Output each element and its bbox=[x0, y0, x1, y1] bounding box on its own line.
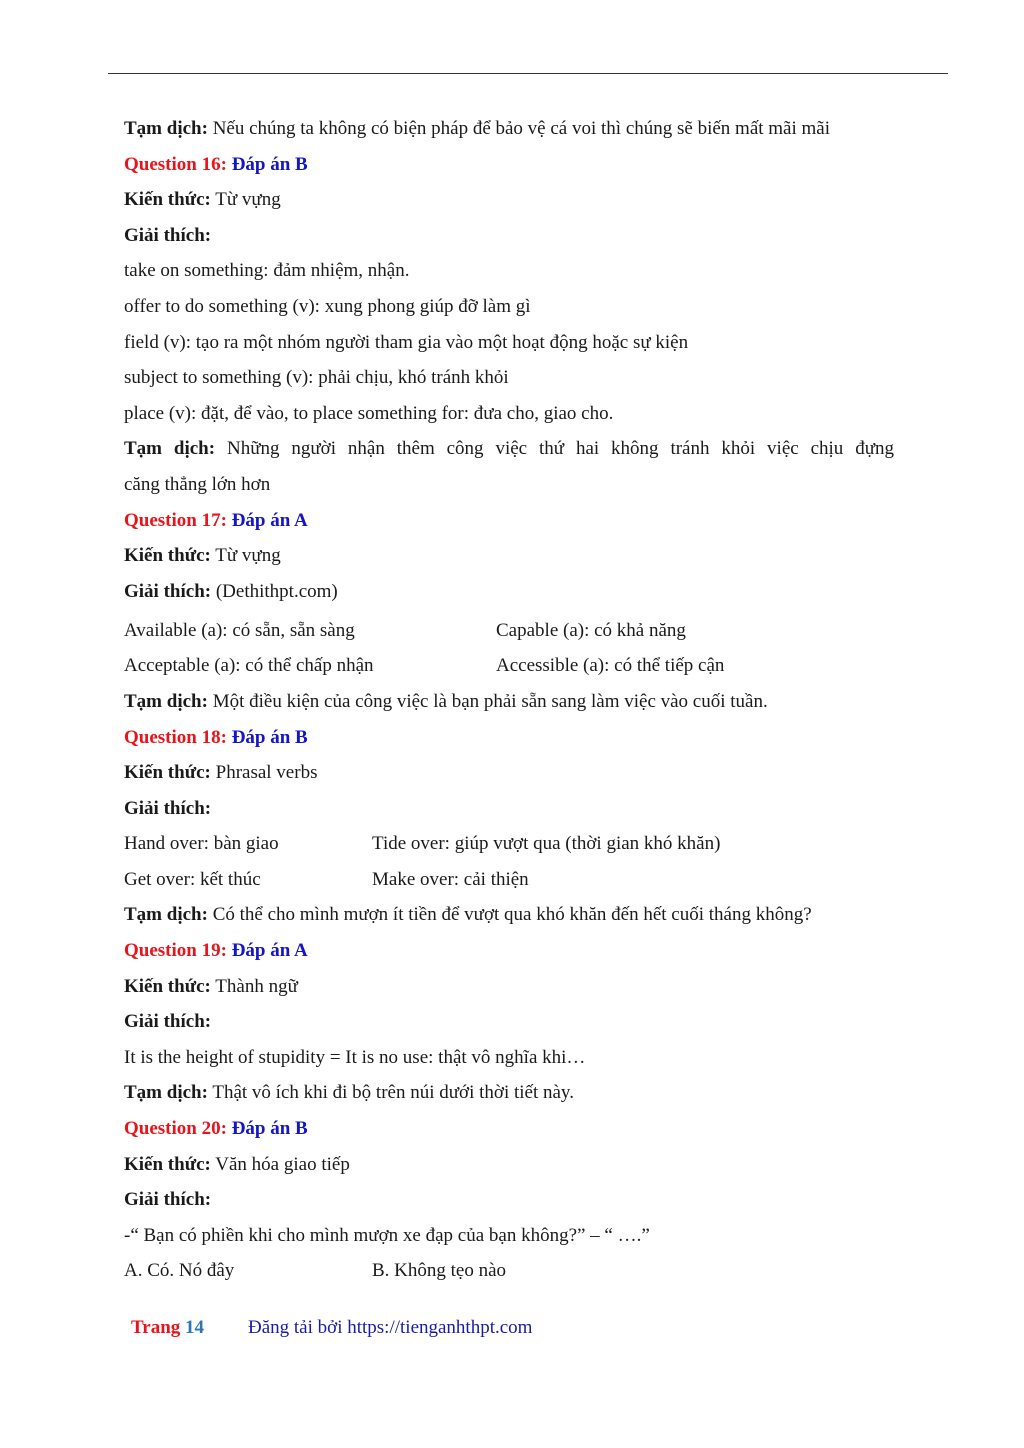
line-text: Một điều kiện của công việc là bạn phải sẵn sang làm việc vào cuối tuần. bbox=[207, 690, 768, 712]
text-line: take on something: đảm nhiệm, nhận. bbox=[124, 260, 410, 282]
labeled-line bbox=[124, 903, 894, 927]
question-heading bbox=[124, 726, 894, 750]
question-heading bbox=[124, 939, 894, 963]
column-left: Available (a): có sẵn, sẵn sàng bbox=[124, 619, 355, 641]
labeled-line bbox=[124, 224, 894, 248]
line-text: Nếu chúng ta không có biện pháp để bảo vệ cá voi thì chúng sẽ biến mất mãi mãi bbox=[207, 118, 831, 139]
answer-key: Đáp án B bbox=[226, 1118, 308, 1140]
text-line: subject to something (v): phải chịu, khó tránh khỏi bbox=[124, 367, 509, 389]
labeled-line bbox=[124, 975, 894, 999]
line-label: Tạm dịch: bbox=[124, 690, 208, 712]
labeled-line bbox=[124, 437, 894, 461]
column-right: Accessible (a): có thể tiếp cận bbox=[496, 655, 725, 677]
line-label: Kiến thức: bbox=[124, 762, 211, 784]
line-label: Tạm dịch: bbox=[124, 1082, 208, 1104]
page-number: 14 bbox=[185, 1317, 205, 1338]
line-text: Từ vựng bbox=[210, 545, 281, 567]
line-label: Tạm dịch: bbox=[124, 904, 208, 926]
line-label: Kiến thức: bbox=[124, 1153, 211, 1175]
column-left: Get over: kết thúc bbox=[124, 868, 261, 890]
line-text: Thành ngữ bbox=[210, 975, 298, 997]
answer-key: Đáp án B bbox=[226, 726, 308, 748]
line-text: Những người nhận thêm công việc thứ hai không tránh khỏi việc chịu đựng bbox=[215, 438, 894, 460]
column-right: Make over: cải thiện bbox=[372, 868, 529, 890]
line-text: (Dethithpt.com) bbox=[211, 580, 338, 602]
labeled-line bbox=[124, 117, 894, 141]
labeled-line bbox=[124, 544, 894, 568]
page-footer bbox=[131, 1316, 533, 1340]
line-label: Giải thích: bbox=[124, 797, 212, 819]
text-line: offer to do something (v): xung phong giúp đỡ làm gì bbox=[124, 295, 531, 317]
line-text: Thật vô ích khi đi bộ trên núi dưới thời tiết này. bbox=[207, 1082, 574, 1104]
text-line: place (v): đặt, để vào, to place something for: đưa cho, giao cho. bbox=[124, 402, 614, 424]
column-left: Acceptable (a): có thể chấp nhận bbox=[124, 655, 374, 677]
two-column-line bbox=[124, 619, 894, 643]
labeled-line bbox=[124, 690, 894, 714]
column-left: A. Có. Nó đây bbox=[124, 1260, 235, 1282]
header-rule bbox=[108, 73, 948, 74]
question-heading bbox=[124, 1117, 894, 1141]
two-column-line bbox=[124, 654, 894, 678]
labeled-line bbox=[124, 797, 894, 821]
line-text: Văn hóa giao tiếp bbox=[210, 1153, 350, 1175]
column-right: Tide over: giúp vượt qua (thời gian khó khăn) bbox=[372, 833, 721, 855]
question-number: Question 20: bbox=[124, 1118, 227, 1140]
line-text: Có thể cho mình mượn ít tiền để vượt qua khó khăn đến hết cuối tháng không? bbox=[207, 904, 812, 926]
line-label: Tạm dịch: bbox=[124, 438, 216, 460]
answer-key: Đáp án B bbox=[226, 153, 308, 175]
labeled-line bbox=[124, 1188, 894, 1212]
text-line: -“ Bạn có phiền khi cho mình mượn xe đạp của bạn không?” – “ ….” bbox=[124, 1224, 650, 1246]
question-number: Question 18: bbox=[124, 726, 227, 748]
source-credit: Đăng tải bởi https://tienganhthpt.com bbox=[248, 1317, 533, 1338]
labeled-line bbox=[124, 1153, 894, 1177]
line-text: Từ vựng bbox=[210, 189, 281, 211]
text-line: field (v): tạo ra một nhóm người tham gia vào một hoạt động hoặc sự kiện bbox=[124, 331, 689, 353]
question-heading bbox=[124, 509, 894, 533]
column-right: B. Không tẹo nào bbox=[372, 1260, 507, 1282]
labeled-line bbox=[124, 188, 894, 212]
column-left: Hand over: bàn giao bbox=[124, 833, 279, 855]
line-label: Tạm dịch: bbox=[124, 118, 208, 139]
labeled-line bbox=[124, 580, 894, 604]
line-label: Giải thích: bbox=[124, 1189, 212, 1211]
text-line: căng thẳng lớn hơn bbox=[124, 473, 271, 495]
two-column-line bbox=[124, 868, 894, 892]
labeled-line bbox=[124, 1010, 894, 1034]
page-label: Trang bbox=[131, 1317, 181, 1338]
answer-key: Đáp án A bbox=[226, 940, 308, 962]
line-label: Kiến thức: bbox=[124, 189, 211, 211]
column-right: Capable (a): có khả năng bbox=[496, 619, 686, 641]
line-label: Giải thích: bbox=[124, 224, 212, 246]
question-number: Question 19: bbox=[124, 940, 227, 962]
two-column-line bbox=[124, 1259, 894, 1283]
line-label: Giải thích: bbox=[124, 580, 212, 602]
document-body bbox=[124, 117, 894, 1295]
line-label: Kiến thức: bbox=[124, 545, 211, 567]
two-column-line bbox=[124, 832, 894, 856]
question-heading bbox=[124, 153, 894, 177]
line-label: Kiến thức: bbox=[124, 975, 211, 997]
labeled-line bbox=[124, 1081, 894, 1105]
text-line: It is the height of stupidity = It is no use: thật vô nghĩa khi… bbox=[124, 1046, 586, 1068]
question-number: Question 17: bbox=[124, 509, 227, 531]
line-label: Giải thích: bbox=[124, 1011, 212, 1033]
answer-key: Đáp án A bbox=[226, 509, 308, 531]
line-text: Phrasal verbs bbox=[210, 762, 318, 784]
question-number: Question 16: bbox=[124, 153, 227, 175]
labeled-line bbox=[124, 761, 894, 785]
